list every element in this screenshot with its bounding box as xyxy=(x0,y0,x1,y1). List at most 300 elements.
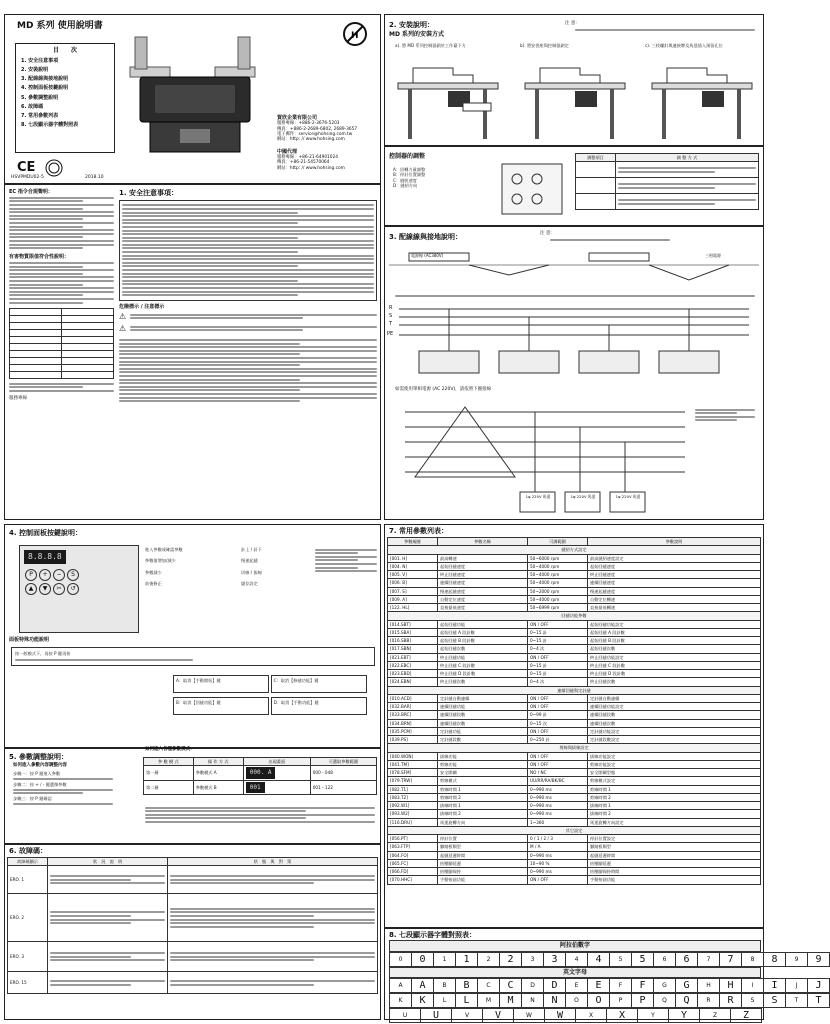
wiring-right-label-0: 三相電源 xyxy=(705,253,721,258)
key-label-1: 參數值增加/減少 xyxy=(145,558,176,564)
param-code: [022.EBC] xyxy=(388,661,438,669)
install-step-c: c). 三枝螺釘與連接牌及馬達插入預留孔位 xyxy=(645,43,723,48)
param-code: [070.HHC] xyxy=(388,876,438,884)
param-desc: 起始回縫 B 段針數 xyxy=(588,637,761,645)
param-code: [014.SBT] xyxy=(388,620,438,628)
param-range: 10~90 % xyxy=(528,859,588,867)
param-row-1-level: 第二層 xyxy=(144,780,194,795)
param-range: 0~990 ms xyxy=(528,793,588,801)
company-name: 賀欣企業有限公司 xyxy=(277,115,318,121)
param-row xyxy=(388,661,761,669)
param-code: [016.SBB] xyxy=(388,637,438,645)
param-desc: 慢速起縫速度 xyxy=(588,587,761,595)
toc-item[interactable]: 7. 常用參數列表 xyxy=(21,113,59,119)
param-row xyxy=(388,587,761,595)
param-desc: 馬達旋轉方向設定 xyxy=(588,818,761,826)
param-row xyxy=(388,595,761,603)
error-code-3: ERO. 15 xyxy=(8,972,48,994)
param-desc: 腳踏板類型 xyxy=(588,843,761,851)
seg-char-label: P xyxy=(609,993,632,1008)
param-heading: 5. 參數調整說明： xyxy=(9,753,68,761)
param-row xyxy=(388,670,761,678)
seg-char-label: R xyxy=(697,993,720,1008)
seg-char-label: V xyxy=(451,1008,483,1023)
param-code: [006. B] xyxy=(388,579,438,587)
adjust-panel xyxy=(384,146,764,226)
line-t: T xyxy=(389,321,393,327)
param-code: [039.PS] xyxy=(388,736,438,744)
seven-seg-panel xyxy=(384,928,822,1021)
company-info xyxy=(277,115,377,171)
param-code: [082.T1] xyxy=(388,785,438,793)
param-mode-table xyxy=(143,757,377,795)
wiring-note: 注 意： xyxy=(540,231,555,236)
param-range: 0~99 針 xyxy=(528,711,588,719)
param-row xyxy=(388,843,761,851)
param-row xyxy=(388,736,761,744)
seg-char-label: O xyxy=(565,993,588,1008)
seg-char-label: 4 xyxy=(565,952,588,967)
param-range: ON / OFF xyxy=(528,703,588,711)
install-diagram-c xyxy=(647,63,757,143)
seg-char-label: G xyxy=(653,978,676,993)
param-range: UU/RR/RA/BK/BC xyxy=(528,777,588,785)
param-range: ON / OFF xyxy=(528,653,588,661)
param-code: [024.EBN] xyxy=(388,678,438,686)
param-name: 終止回縫 C 段針數 xyxy=(438,661,528,669)
param-row xyxy=(388,694,761,702)
seg-char-label: Q xyxy=(653,993,676,1008)
line-r: R xyxy=(389,305,393,311)
param-range: ON / OFF xyxy=(528,752,588,760)
seg-glyph: Q xyxy=(675,993,698,1008)
install-step-b: b). 將安裝座與控制器鎖定 xyxy=(520,43,569,48)
seg-glyph: L xyxy=(455,993,478,1008)
param-row xyxy=(388,727,761,735)
param-row xyxy=(388,703,761,711)
contact-line: 服務專線：+886-2-3676-5203 xyxy=(277,121,340,127)
seg-glyph: 6 xyxy=(675,952,698,967)
seg-char-label: 2 xyxy=(477,952,500,967)
panel-lcd: 8.8.8.8 xyxy=(24,550,66,564)
china-company: 中國代理 xyxy=(277,148,298,155)
param-range: 0~990 ms xyxy=(528,810,588,818)
p-key[interactable]: P xyxy=(25,569,37,581)
param-name: 起縫延遲時間 xyxy=(438,851,528,859)
safety-heading: 1. 安全注意事項： xyxy=(119,189,178,197)
adjust-item-d: D：縫紉方向 xyxy=(393,183,418,189)
seg-glyph: Y xyxy=(668,1008,700,1023)
param-code: [116.DRU] xyxy=(388,818,438,826)
param-step-2: 步驟二：按 + / - 鍵選擇參數 xyxy=(13,781,67,787)
param-code: [093.W2] xyxy=(388,810,438,818)
toc-item[interactable]: 4. 控制面板按鍵說明 xyxy=(21,85,69,92)
ce-mark: CE xyxy=(17,160,36,175)
param-desc: 終止回縫次數 xyxy=(588,678,761,686)
param-range: M / A xyxy=(528,843,588,851)
mode-box-b: B：取消【回縫功能】鍵 xyxy=(173,697,269,715)
param-lcd-b: 001 xyxy=(246,782,265,794)
seg-glyph: 7 xyxy=(719,952,742,967)
mode-box-d: D：取消【手動功能】鍵 xyxy=(271,697,367,715)
param-range: 0~990 ms xyxy=(528,851,588,859)
param-name: 停針位置 xyxy=(438,835,528,843)
param-code: [035.PCM] xyxy=(388,727,438,735)
key-label-3: 慢速起縫 xyxy=(241,558,258,564)
seg-char-label: E xyxy=(565,978,588,993)
seg-char-label: 8 xyxy=(741,952,764,967)
needle-up-key[interactable]: ▲ xyxy=(25,583,37,595)
param-code: [007. S] xyxy=(388,587,438,595)
param-name: 起始回縫 A 段針數 xyxy=(438,628,528,636)
param-desc: 起始回縫 A 段針數 xyxy=(588,628,761,636)
param-row xyxy=(388,554,761,562)
param-desc: 定針縫功能設定 xyxy=(588,727,761,735)
seg-glyph: U xyxy=(420,1008,452,1023)
param-name: 終止回縫功能 xyxy=(438,653,528,661)
seg-char-label: 3 xyxy=(521,952,544,967)
error-col-2: 狀 態 與 對 策 xyxy=(168,858,378,866)
param-name: 定針縫自動連續 xyxy=(438,694,528,702)
param-code: [078.SFM] xyxy=(388,769,438,777)
adjust-table xyxy=(575,153,759,210)
contact-heading: 服務專線 xyxy=(9,395,27,401)
toc-item[interactable]: 5. 參數調整說明 xyxy=(21,94,59,101)
param-row xyxy=(388,835,761,843)
params-col-2: 可調範圍 xyxy=(528,538,588,546)
num-title: 阿拉伯數字 xyxy=(389,940,761,952)
install-step-a: a). 將 MD 系列控制器鎖於工作臺下方 xyxy=(395,43,466,48)
seg-glyph: S xyxy=(763,993,786,1008)
param-desc: 連續回縫功能設定 xyxy=(588,703,761,711)
param-table-title: 如何進入各種參數模式： xyxy=(145,747,195,752)
seg-glyph: 5 xyxy=(631,952,654,967)
param-desc: 起始回縫功能設定 xyxy=(588,620,761,628)
param-range: 0~990 ms xyxy=(528,785,588,793)
three-phase-diagram xyxy=(389,301,759,381)
error-col-0: 故障碼顯示 xyxy=(8,858,48,866)
param-step-3: 步驟三：按 P 鍵確認 xyxy=(13,795,52,801)
toc-item[interactable]: 2. 安裝說明 xyxy=(21,66,49,73)
seg-char-label: S xyxy=(741,993,764,1008)
param-row-1-mode: 參數模式 B xyxy=(193,780,243,795)
param-row xyxy=(388,802,761,810)
param-range: 50~4000 rpm xyxy=(528,595,588,603)
param-row xyxy=(388,604,761,612)
param-range: 50~4000 rpm xyxy=(528,579,588,587)
param-desc: 手動按鈕功能 xyxy=(588,876,761,884)
install-panel xyxy=(384,14,764,146)
param-group-title: 回縫功能參數 xyxy=(388,612,761,620)
seg-char-label: A xyxy=(389,978,412,993)
panel-heading: 4. 控制面板按鍵說明： xyxy=(9,529,82,537)
seg-char-label: I xyxy=(741,978,764,993)
param-row xyxy=(388,876,761,884)
toc-item[interactable]: 6. 故障碼 xyxy=(21,103,44,110)
param-name: 連續回縫功能 xyxy=(438,703,528,711)
param-name: 終止回縫速度 xyxy=(438,571,528,579)
param-row xyxy=(388,579,761,587)
seg-glyph: W xyxy=(544,1008,576,1023)
adjust-dial-diagram xyxy=(497,159,567,219)
param-name: 腳踏板類型 xyxy=(438,843,528,851)
seg-glyph: G xyxy=(675,978,698,993)
mode-row: 按一般模式下，再按 P 鍵再按 xyxy=(15,651,71,656)
key-label-5: 切線 / 拔線 xyxy=(241,569,262,575)
errors-heading: 6. 故障碼： xyxy=(9,847,47,855)
param-desc: 連續回縫次數 xyxy=(588,719,761,727)
param-name: 連續回縫段數 xyxy=(438,711,528,719)
param-desc: 終止回縫 D 段針數 xyxy=(588,670,761,678)
substance-table xyxy=(9,308,114,379)
param-desc: 自動定位轉速 xyxy=(588,595,761,603)
param-row xyxy=(388,793,761,801)
svg-text:H: H xyxy=(351,31,359,41)
alpha-title: 英文字母 xyxy=(389,967,761,979)
seg-glyph: T xyxy=(807,993,830,1008)
rohs-title: 有害物質限值符合性說明： xyxy=(9,254,70,261)
china-contact-line: 網站：http: // www.hohsing.com xyxy=(277,165,345,171)
param-name: 連續回縫次數 xyxy=(438,719,528,727)
param-name: 安全開關 xyxy=(438,769,528,777)
error-code-0: ERO. 1 xyxy=(8,866,48,894)
param-name: 拔線時間 2 xyxy=(438,810,528,818)
no-entry-logo-icon xyxy=(342,21,368,47)
adjust-item-c: C：縫紉速度 xyxy=(393,177,417,183)
adjust-item-b: B：停針位置調整 xyxy=(393,172,426,178)
line-s: S xyxy=(389,313,393,319)
param-sub: 如何進入參數內容調整內容 xyxy=(13,763,67,768)
param-desc: 終止回縫速度 xyxy=(588,571,761,579)
params-table xyxy=(387,537,761,885)
mode-box-a: A：取消【手動開始】鍵 xyxy=(173,675,269,693)
seg-char-label: D xyxy=(521,978,544,993)
toc-item[interactable]: 1. 安全注意事項 xyxy=(21,57,59,64)
seg-glyph: 1 xyxy=(455,952,478,967)
warning-icon: ⚠ xyxy=(119,312,127,322)
seg-char-label: H xyxy=(697,978,720,993)
param-name: 剪線時間 2 xyxy=(438,793,528,801)
param-name: 終止回縫次數 xyxy=(438,678,528,686)
wiring-heading: 3. 配線線與接地說明： xyxy=(389,233,462,241)
param-name: 起始回縫速度 xyxy=(438,562,528,570)
seg-glyph: 9 xyxy=(807,952,830,967)
param-desc: 剪線功能設定 xyxy=(588,760,761,768)
plus-key[interactable]: + xyxy=(39,569,51,581)
seg-char-label: J xyxy=(785,978,808,993)
param-row xyxy=(388,637,761,645)
seg-char-label: B xyxy=(433,978,456,993)
certification-icon xyxy=(45,159,63,177)
param-range: ON / OFF xyxy=(528,760,588,768)
wiring-sub-note: 如需使用單相電源 (AC 220V)，請依照下圖接線 xyxy=(395,387,492,392)
param-name: 剪線功能 xyxy=(438,760,528,768)
bottom-label-1: 1φ 220V 馬達 xyxy=(570,494,596,499)
param-name: 剪線時間 1 xyxy=(438,785,528,793)
param-row xyxy=(388,628,761,636)
param-desc: 拔線時間 2 xyxy=(588,810,761,818)
param-code: [056.PT] xyxy=(388,835,438,843)
param-desc: 抬壓腳保持時間 xyxy=(588,868,761,876)
adjust-col-1: 調整項目 xyxy=(576,154,616,162)
install-heading: 2. 安裝說明： xyxy=(389,21,434,29)
error-code-2: ERO. 3 xyxy=(8,942,48,972)
param-group-title: 其它設定 xyxy=(388,826,761,834)
trim-key[interactable]: ✂ xyxy=(53,583,65,595)
param-desc: 停針位置設定 xyxy=(588,835,761,843)
safety-warning-box xyxy=(119,200,377,301)
backtack-key[interactable]: ↺ xyxy=(67,583,79,595)
param-code: [001. H] xyxy=(388,554,438,562)
param-desc: 拔線時間 1 xyxy=(588,802,761,810)
seg-char-label: 0 xyxy=(389,952,412,967)
param-row xyxy=(388,620,761,628)
param-range: ON / OFF xyxy=(528,876,588,884)
param-code: [040.WON] xyxy=(388,752,438,760)
param-code: [023.EBD] xyxy=(388,670,438,678)
seg-char-label: C xyxy=(477,978,500,993)
seg-char-label: U xyxy=(389,1008,421,1023)
param-col-2: 出現畫面 xyxy=(243,758,310,766)
cover-panel xyxy=(4,14,381,184)
param-panel xyxy=(4,748,381,844)
param-row xyxy=(388,645,761,653)
cable-diagram xyxy=(389,245,759,295)
param-row-1-range: 001 - 122 xyxy=(310,780,376,795)
seg-glyph: K xyxy=(411,993,434,1008)
params-col-0: 參數編號 xyxy=(388,538,438,546)
param-row xyxy=(388,760,761,768)
param-row xyxy=(388,859,761,867)
control-panel-image xyxy=(19,545,139,633)
seg-glyph: X xyxy=(606,1008,638,1023)
param-code: [063.FTP] xyxy=(388,843,438,851)
param-row xyxy=(388,711,761,719)
seg-char-label: M xyxy=(477,993,500,1008)
param-range: 0~990 ms xyxy=(528,802,588,810)
param-row xyxy=(388,851,761,859)
doc-code: HSVPMDU02-5 xyxy=(11,175,44,180)
params-list-heading: 7. 常用參數列表： xyxy=(389,527,448,535)
seven-seg-heading: 8. 七段顯示器字體對照表： xyxy=(389,931,476,939)
param-name: 抬壓腳延遲 xyxy=(438,859,528,867)
param-name: 終止回縫 D 段針數 xyxy=(438,670,528,678)
seg-glyph: M xyxy=(499,993,522,1008)
param-row-0-range: 000 - 048 xyxy=(310,766,376,781)
param-col-1: 操 作 方 式 xyxy=(193,758,243,766)
param-range: ON / OFF xyxy=(528,727,588,735)
param-col-0: 參 數 模 式 xyxy=(144,758,194,766)
param-row-0-level: 第一層 xyxy=(144,766,194,781)
seg-char-label: K xyxy=(389,993,412,1008)
adjust-item-a: A：回轉力量調整 xyxy=(393,167,426,172)
param-name: 自動定位速度 xyxy=(438,595,528,603)
seg-glyph: C xyxy=(499,978,522,993)
param-range: 50~4000 rpm xyxy=(528,571,588,579)
seg-glyph: 3 xyxy=(543,952,566,967)
param-name: 拔線功能 xyxy=(438,752,528,760)
toc-item[interactable]: 8. 七段顯示器字體對照表 xyxy=(21,122,79,129)
seg-char-label: 1 xyxy=(433,952,456,967)
needle-down-key[interactable]: ▼ xyxy=(39,583,51,595)
param-code: [010.ACD] xyxy=(388,694,438,702)
seg-glyph: 8 xyxy=(763,952,786,967)
param-row-0-mode: 參數模式 A xyxy=(193,766,243,781)
seg-char-label: W xyxy=(513,1008,545,1023)
param-desc: 定針縫自動連續 xyxy=(588,694,761,702)
param-name: 定針縫功能 xyxy=(438,727,528,735)
param-name: 慢速起縫速度 xyxy=(438,587,528,595)
param-range: 0~250 針 xyxy=(528,736,588,744)
param-code: [005. V] xyxy=(388,571,438,579)
s-key[interactable]: S xyxy=(67,569,79,581)
params-list-panel xyxy=(384,524,764,928)
param-range: 0~15 次 xyxy=(528,719,588,727)
param-group-title: 縫紉方式設定 xyxy=(388,546,761,554)
param-group-title: 剪線與拔線設定 xyxy=(388,744,761,752)
warn-note: 危險標示 / 注意標示 xyxy=(119,303,165,310)
param-name: 馬達旋轉方向 xyxy=(438,818,528,826)
seg-char-label: 6 xyxy=(653,952,676,967)
param-desc: 起始回縫速度 xyxy=(588,562,761,570)
param-desc: 拔線功能設定 xyxy=(588,752,761,760)
seg-glyph: V xyxy=(482,1008,514,1023)
param-col-3: 可選取參數範圍 xyxy=(310,758,376,766)
seg-char-label: T xyxy=(785,993,808,1008)
param-row xyxy=(388,810,761,818)
toc-item[interactable]: 3. 配線線與接地說明 xyxy=(21,76,69,82)
param-code: [017.SBN] xyxy=(388,645,438,653)
param-code: [066.FD] xyxy=(388,868,438,876)
doc-date: 2018.10 xyxy=(85,175,104,180)
install-note-label: 注 意： xyxy=(565,21,580,26)
minus-key[interactable]: − xyxy=(53,569,65,581)
seg-char-label: F xyxy=(609,978,632,993)
error-code-1: ERO. 2 xyxy=(8,894,48,942)
param-row xyxy=(388,777,761,785)
param-row xyxy=(388,562,761,570)
param-row xyxy=(388,719,761,727)
param-row xyxy=(388,653,761,661)
param-lcd-a: 000. A xyxy=(246,767,276,779)
param-range: 0~4 次 xyxy=(528,645,588,653)
param-code: [041.TM] xyxy=(388,760,438,768)
seg-glyph: J xyxy=(807,978,830,993)
param-code: [079.TRW] xyxy=(388,777,438,785)
param-code: [015.SBA] xyxy=(388,628,438,636)
seg-glyph: F xyxy=(631,978,654,993)
param-row xyxy=(388,769,761,777)
key-label-2: 針上 / 針下 xyxy=(241,547,262,552)
seg-glyph: 4 xyxy=(587,952,610,967)
param-desc: 連續回縫段數 xyxy=(588,711,761,719)
china-contact-line: 服務專線：+86-21-64901024 xyxy=(277,154,338,160)
param-code: [032.BAR] xyxy=(388,703,438,711)
param-row xyxy=(388,678,761,686)
motor-controller-image xyxy=(120,37,270,167)
param-desc: 最高縫紉速度設定 xyxy=(588,554,761,562)
seg-glyph: D xyxy=(543,978,566,993)
key-label-0: 進入參數或確認參數 xyxy=(145,547,183,552)
seg-char-label: X xyxy=(575,1008,607,1023)
mode-heading: 面板特殊功能說明 xyxy=(9,637,50,643)
param-name: 剪線模式 xyxy=(438,777,528,785)
key-label-6: 前後修正 xyxy=(145,581,162,587)
line-pe: PE xyxy=(387,331,394,337)
param-range: 50~4000 rpm xyxy=(528,562,588,570)
seg-glyph: 2 xyxy=(499,952,522,967)
param-code: [021.EBT] xyxy=(388,653,438,661)
